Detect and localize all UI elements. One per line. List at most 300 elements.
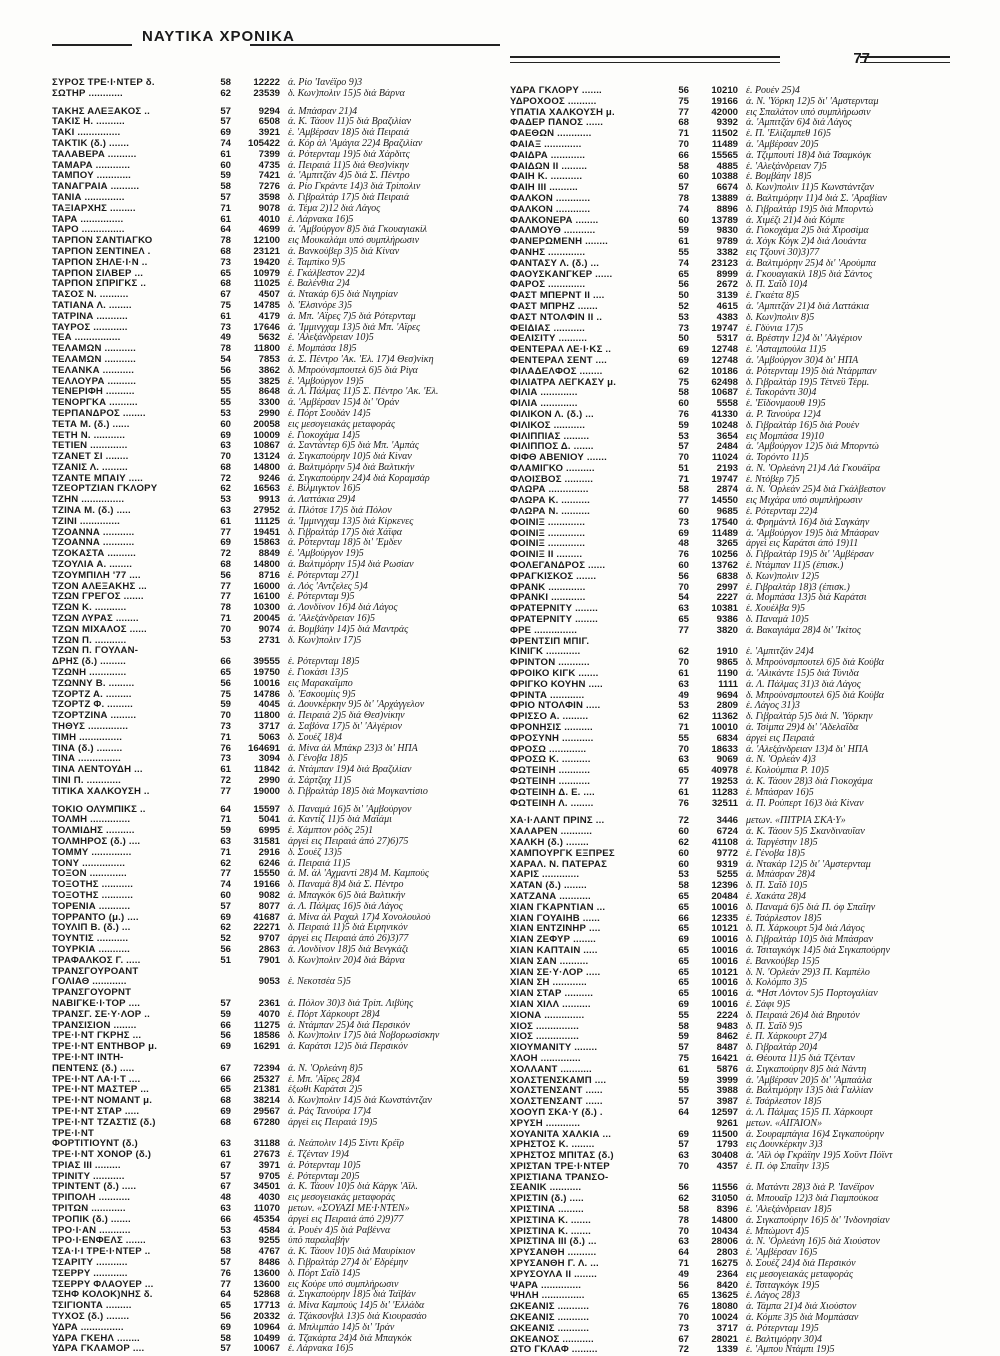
tonnage: 11502 — [711, 128, 738, 140]
position-note: ά. Κ. Τάουν 10)5 διά Μαυρίκιον — [288, 1247, 416, 1258]
ship-name: ΤΖΩΝ ΛΥΡΑΣ ........ — [52, 614, 139, 625]
position-note: δ. 'Ελσινόρε 3)5 — [288, 300, 352, 311]
position-note: ά. Γιοκοχάμα 2)5 διά Χιροσίμα — [746, 226, 869, 237]
build-year: 71 — [678, 722, 689, 734]
position-note: έ. Λάρνακα 16)5 — [288, 1344, 354, 1355]
build-year: 63 — [220, 505, 231, 517]
tonnage: 11842 — [253, 764, 280, 776]
build-year: 69 — [678, 934, 689, 946]
build-year: 78 — [678, 192, 689, 204]
build-year: 60 — [220, 418, 231, 430]
build-year: 70 — [678, 1225, 689, 1237]
position-note: δ. Πειραιά 11)5 διά Ειρηνικόν — [288, 923, 408, 934]
ship-name: ΤΗΘΥΣ .............. — [52, 722, 129, 733]
ship-name: ΤΟΥΛΙΠ Β. (δ.) ... — [52, 923, 131, 934]
position-note: εις μεσογειακάς μεταφοράς — [288, 419, 396, 430]
ship-name: ΤΑΡΠΟΝ ΣΑΝΤΙΑΓΚΟ — [52, 236, 153, 247]
ship-name: ΤΖΩΝ Π. ........... — [52, 635, 127, 646]
position-note: εις Μομπάσα 19)10 — [746, 431, 824, 442]
tonnage: 9772 — [716, 847, 738, 859]
tonnage: 11275 — [253, 1019, 280, 1031]
ship-name: ΧΡΙΣΤΙΝ (δ.) ..... — [510, 1194, 584, 1205]
tonnage: 14550 — [711, 495, 738, 507]
ship-name: ΤΣΙΓΙΟΝΤΑ ......... — [52, 1301, 132, 1312]
ship-name: ΓΟΛΙΑΘ ............ — [52, 977, 127, 988]
position-note: έ. Πόρτ Χάρκουρτ 28)4 — [288, 1009, 380, 1020]
ship-name: ΤΖΑΝΕΤ ΣΙ ........ — [52, 452, 129, 463]
ship-name: ΤΕΛΛΟΥΡΑ .......... — [52, 376, 137, 387]
ship-name: ΤΑΚΙΣ Η. .......... — [52, 117, 125, 128]
position-note: ά. Μπάσραν 21)4 — [288, 106, 358, 117]
build-year: 60 — [678, 858, 689, 870]
ship-name: ΦΑΝΕΡΩΜΕΝΗ ........ — [510, 237, 608, 248]
ship-name: ΚΙΝΙΓΚ ............ — [510, 647, 581, 658]
position-note: έ. Ταμπίκο 9)5 — [288, 257, 346, 268]
position-note: ά. Τσιταγκόγκ 14)5 διά Σιγκαπούρην — [746, 945, 890, 956]
ship-name: ΤΑΡΠΟΝ ΣΠΡΙΓΚΣ .. — [52, 279, 147, 290]
tonnage: 11362 — [711, 711, 738, 723]
ship-name: ΤΖΩΝ Π. ΓΟΥΛΑΝ- — [52, 646, 139, 657]
position-note: ά. Ρίο 'Ιανέϊρο 9)3 — [288, 78, 363, 88]
build-year: 71 — [220, 613, 231, 625]
tonnage: 9386 — [716, 614, 738, 626]
ship-name: ΤΕΛΑΜΩΝ ........... — [52, 344, 136, 355]
build-year: 77 — [220, 591, 231, 603]
position-note: ά. Τσίμπα 29)4 δι' 'Αδελαΐδα — [746, 723, 859, 734]
tonnage: 10016 — [253, 677, 280, 689]
position-note: έ. Βαλτιμόρην 30)4 — [746, 1334, 823, 1345]
ship-name: ΧΡΙΣΤΙΝΑ ......... — [510, 1205, 584, 1216]
build-year: 61 — [678, 668, 689, 680]
build-year: 53 — [678, 311, 689, 323]
tonnage: 13600 — [253, 1267, 280, 1279]
build-year: 71 — [678, 1258, 689, 1270]
tonnage: 4357 — [716, 1160, 738, 1172]
ship-name: ΦΡΕΝΤΣΙΠ ΜΠΙΓ. — [510, 636, 590, 647]
position-note: εις Σπαλάτον υπό συμπλήρωσιν — [746, 107, 871, 118]
position-note: δ. Γιβραλτάρ 19)5 διά Μπορντώ — [746, 204, 874, 215]
position-note: δ. Κων)πολιν 12)5 — [746, 571, 820, 582]
tonnage: 9053 — [258, 976, 280, 988]
position-note: δ. Σουέζ 18)4 — [288, 732, 342, 743]
position-note: ά. Πλότσε 17)5 διά Πόλον — [288, 506, 392, 517]
ship-name: ΧΟΛΛΑΝΤ ........... — [510, 1064, 592, 1075]
build-year: 62 — [220, 857, 231, 869]
ship-name: ΦΛΩΡΑ Ν. .......... — [510, 507, 590, 518]
position-note: ά. Ντάμπαν 19)4 διά Βραζιλίαν — [288, 765, 412, 776]
ship-name: ΣΥΡΟΣ ΤΡΕ·Ι·ΝΤΕΡ δ. — [52, 78, 155, 88]
tonnage: 3987 — [716, 1096, 738, 1108]
tonnage: 15565 — [711, 149, 738, 161]
position-note: έ. Νεκοτσέα 5)5 — [288, 977, 351, 988]
position-note: ά. 'Ιμμινγχαμ 13)5 διά Μπ. 'Αϊρες — [288, 322, 421, 333]
tonnage: 17646 — [253, 321, 280, 333]
build-year: 71 — [220, 731, 231, 743]
position-note: ά. Σ. Πέντρο 'Ακ. 'Ελ. 17)4 Θεσ)νίκη — [288, 354, 434, 365]
build-year: 58 — [678, 1020, 689, 1032]
position-note: έ. Μπ. 'Αϊρες 28)4 — [288, 1074, 360, 1085]
build-year: 63 — [220, 1235, 231, 1247]
ship-name: ΤΖΟΥΛΙΑ Α. ........ — [52, 560, 133, 571]
tonnage: 19253 — [711, 776, 738, 787]
build-year: 57 — [678, 1139, 689, 1151]
ship-entry — [510, 367, 950, 378]
ship-name: ΤΖΩΝΝΥ Β. ......... — [52, 678, 135, 689]
ship-entry — [510, 1324, 950, 1335]
position-note: δ. Κων)πολιν 15)5 διά Βάρνα — [288, 88, 405, 99]
ship-name: ΦΛΩΡΑ Κ. .......... — [510, 496, 590, 507]
tonnage: 3921 — [258, 127, 280, 139]
position-note: έ. Γδύνια 17)5 — [746, 323, 804, 334]
position-note: δ. Π. Σαΐδ 10)5 — [746, 881, 808, 892]
tonnage: 30408 — [711, 1150, 738, 1162]
build-year: 63 — [678, 1150, 689, 1162]
tonnage: 3654 — [716, 430, 738, 442]
ship-name: ΩΚΕΑΝΙΣ ........... — [510, 1323, 590, 1334]
position-note: δ. Μπρούνσμπουτελ 6)5 διά Κούβα — [746, 690, 884, 701]
tonnage: 8999 — [716, 268, 738, 280]
ship-name: ΤΕΑ ................ — [52, 333, 121, 344]
ship-name: ΤΖΟΚΑΣΤΑ .......... — [52, 549, 136, 560]
build-year: 71 — [678, 128, 689, 140]
position-note: ά. Ν. 'Ορλεάνη 8)5 — [288, 1063, 363, 1074]
ship-name: ΧΙΑΝ ΕΝΤΖΙΝΗΡ .... — [510, 924, 601, 935]
ship-name: ΤΕΤΙΕΝ ............. — [52, 441, 128, 452]
ship-entry — [510, 205, 950, 216]
ship-name: ΧΡΙΣΤΙΑΝΑ ΤΡΑΝΣΟ- — [510, 1172, 609, 1183]
ship-name: ΨΗΛΗ ............... — [510, 1291, 585, 1302]
ship-name: ΤΑΜΑΡΑ ............ — [52, 160, 131, 171]
ship-entry — [52, 1118, 492, 1129]
tonnage: 3862 — [258, 364, 280, 376]
ship-entry — [510, 1011, 950, 1022]
tonnage: 2364 — [716, 1268, 738, 1280]
ship-name: ΤΑΜΠΟΥ ............ — [52, 171, 132, 182]
ship-name: ΤΙΝΑ ΛΕΝΤΟΥΔΗ ... — [52, 765, 143, 776]
tonnage: 9705 — [258, 1170, 280, 1182]
position-note: δ. Π. Σαΐδ 10)4 — [746, 280, 808, 291]
tonnage: 3717 — [716, 1322, 738, 1334]
position-note: ά. Νεάπολιν 14)5 Σίντι Κρέϊρ — [288, 1139, 405, 1150]
position-note: εις Δουνκέρκην 3)3 — [746, 1140, 823, 1151]
build-year: 56 — [678, 570, 689, 582]
tonnage: 11489 — [711, 138, 738, 150]
build-year: 60 — [220, 889, 231, 901]
tonnage: 10964 — [253, 1321, 280, 1333]
ship-name: ΤΡΙΝΤΕΝΤ (δ.) ..... — [52, 1182, 137, 1193]
tonnage: 3971 — [258, 1159, 280, 1171]
tonnage: 164691 — [247, 742, 280, 754]
position-note: άργεί εις Πειραιά άπό 26)3)77 — [288, 934, 409, 945]
position-note: ά. Σιγκαπούρην 10)5 διά Κίναν — [288, 452, 412, 463]
position-note: δ. Γιβραλτάρ 18)5 διά Μογκαντίσιο — [288, 786, 428, 797]
position-note: ά. Λαττάκια 29)4 — [288, 495, 356, 506]
position-note: άργεί εις Καράτσι άπό 19)11 — [746, 539, 859, 550]
ship-name: ΩΚΕΑΝΙΣ ........... — [510, 1313, 590, 1324]
tonnage: 34501 — [253, 1181, 280, 1193]
tonnage: 10121 — [711, 923, 738, 935]
tonnage: 14786 — [253, 688, 280, 700]
tonnage: 16563 — [253, 483, 280, 495]
build-year: 53 — [220, 1224, 231, 1236]
build-year: 65 — [678, 614, 689, 626]
tonnage: 6508 — [258, 116, 280, 128]
tonnage: 6834 — [716, 732, 738, 744]
build-year: 69 — [220, 1105, 231, 1117]
build-year: 78 — [678, 1214, 689, 1226]
ship-entry — [510, 313, 950, 324]
position-note: ά. Σιγκαπούρην 24)4 διά Κοραμσάρ — [288, 473, 430, 484]
tonnage: 8716 — [258, 569, 280, 581]
ship-entry — [510, 421, 950, 432]
tonnage: 4070 — [258, 1008, 280, 1020]
tonnage: 9069 — [716, 754, 738, 766]
ship-name: ΤΖΩΝ Κ. ........... — [52, 603, 127, 614]
build-year: 55 — [220, 397, 231, 409]
ship-name: ΦΡΙΓΚΟ ΚΟΥΗΝ ..... — [510, 679, 603, 690]
position-note: ά. 'Αλεξάνδρειαν 16)5 — [288, 614, 376, 625]
position-note: δ. Γιβραλτάρ 19)5 δι' 'Αμβέρσαν — [746, 550, 874, 561]
position-note: ά. Πειραιά 11)5 — [288, 858, 351, 869]
position-note: ά. Σαβόνα 17)5 δι' 'Αλγέριον — [288, 722, 402, 733]
position-note: ά. Βαλτιμόρην 11)4 διά Σ. 'Αραβίαν — [746, 193, 887, 204]
tonnage: 20058 — [253, 418, 280, 430]
position-note: έ. Τσιταγκόγκ 19)5 — [746, 1280, 820, 1291]
ship-name: ΦΡΑΓΚΙΣΚΟΣ ....... — [510, 571, 597, 582]
build-year: 55 — [220, 375, 231, 387]
tonnage: 10687 — [711, 387, 738, 399]
build-year: 77 — [678, 776, 689, 787]
tonnage: 16421 — [711, 1052, 738, 1064]
ship-name: ΧΡΙΣΤΑΝ ΤΡΕ·Ι·ΝΤΕΡ — [510, 1161, 610, 1172]
ship-name: ΤΟΥΡΚΙΑ ........... — [52, 944, 130, 955]
ship-name: ΦΟΡΤΙΤΙΟΥΝΤ (δ.) — [52, 1139, 138, 1150]
ship-name: ΤΡΟ·Ι·ΑΝ ........... — [52, 1225, 131, 1236]
tonnage: 13762 — [711, 560, 738, 572]
tonnage: 11283 — [711, 786, 738, 798]
build-year: 58 — [220, 77, 231, 88]
tonnage: 8396 — [716, 1204, 738, 1216]
tonnage: 2672 — [716, 279, 738, 291]
ship-entry — [510, 1313, 950, 1324]
ship-name: ΤΣΑ·Ι·Ι ΤΡΕ·Ι·ΝΤΕΡ .. — [52, 1247, 151, 1258]
build-year: 69 — [220, 537, 231, 549]
build-year: 51 — [220, 954, 231, 966]
position-note: ά. Ρότερνταμ 18)5 δι' 'Εμδεν — [288, 538, 402, 549]
build-year: 62 — [678, 836, 689, 848]
ship-name: ΦΕΛΙΣΙΤΥ .......... — [510, 334, 588, 345]
position-note: ά. 'Αμπιτζάν 4)5 διά Σ. Πέντρο — [288, 171, 410, 182]
position-note: ά. Λ. Πάλμας 16)5 διά Λάγος — [288, 901, 403, 912]
ship-name: ΦΛΑΜΙΓΚΟ .......... — [510, 463, 595, 474]
position-note: ά. 'Αμβούργον 30)4 δι' ΗΠΑ — [746, 355, 859, 366]
tonnage: 15597 — [253, 803, 280, 815]
ship-name: ΤΡΕ·Ι·ΝΤ ΣΤΑΡ ..... — [52, 1106, 140, 1117]
build-year: 66 — [220, 1019, 231, 1031]
tonnage: 5041 — [258, 814, 280, 826]
ship-name: ΦΙΛΙΑΤΡΑ ΛΕΓΚΑΣΥ μ. — [510, 377, 617, 388]
ship-name: ΤΕΛΑΜΩΝ ........... — [52, 354, 136, 365]
build-year: 56 — [220, 677, 231, 689]
build-year: 54 — [220, 353, 231, 365]
build-year: 50 — [678, 290, 689, 302]
ship-name: ΧΙΑΝ ΚΑΠΤΑΙΝ ..... — [510, 945, 598, 956]
build-year: 70 — [678, 452, 689, 464]
ship-name: ΦΩΤΕΙΝΗ ........... — [510, 777, 591, 787]
tonnage: 2990 — [258, 407, 280, 419]
ship-entry — [52, 1323, 492, 1334]
ship-name: ΧΡΥΣΑΝΘΗ .......... — [510, 1248, 597, 1259]
position-note: δ. Παναμά 8)4 διά Σ. Πέντρο — [288, 880, 404, 891]
build-year: 49 — [678, 1268, 689, 1280]
position-note: ά. Πόλον 30)3 διά Τρίπ. Λιβύης — [288, 998, 414, 1009]
position-note: εις Κούρε υπό συμπλήρωσιν — [288, 1279, 399, 1290]
build-year: 69 — [220, 429, 231, 441]
build-year: 56 — [678, 279, 689, 291]
position-note: ά. Λ. Πάλμας 31)3 διά Λάγος — [746, 679, 861, 690]
tonnage: 38214 — [253, 1095, 280, 1107]
position-note: ά. Βαλτιμόρην 15)4 διά Ρωσίαν — [288, 560, 414, 571]
tonnage: 11800 — [253, 343, 280, 355]
position-note: ά. Ντακάρ 6)5 διά Νιγηρίαν — [288, 290, 398, 301]
ship-name: ΤΟΥΝΤΙΣ ........... — [52, 934, 129, 945]
tonnage: 10388 — [711, 171, 738, 183]
tonnage: 10016 — [711, 934, 738, 946]
position-note: έ. Π. Χάρκουρτ 27)4 — [746, 1032, 827, 1043]
ship-name: ΤΑΡΑ ............... — [52, 214, 124, 225]
build-year: 68 — [220, 278, 231, 290]
tonnage: 3265 — [716, 538, 738, 550]
tonnage: 23123 — [711, 257, 738, 269]
ship-name: ΤΕΤΗ Ν. ........... — [52, 430, 126, 441]
build-year: 57 — [678, 441, 689, 453]
ship-name: ΤΑΣΟΣ Ν. .......... — [52, 290, 129, 301]
build-year: 65 — [220, 667, 231, 679]
tonnage: 4010 — [258, 213, 280, 225]
ship-name: ΦΡΟΝΗΣΙΣ .......... — [510, 723, 593, 734]
tonnage: 6838 — [716, 570, 738, 582]
tonnage: 5558 — [716, 398, 738, 410]
ship-entry — [510, 259, 950, 270]
tonnage: 12222 — [253, 77, 280, 88]
ship-name: ΤΙΝΑ (δ.) ......... — [52, 743, 123, 754]
build-year: 48 — [678, 538, 689, 550]
position-note: ά. Βαλτιμόρην 13)5 διά Γαλλίαν — [746, 1086, 874, 1097]
build-year: 63 — [678, 1236, 689, 1248]
ship-name: ΤΙΝΑ ............... — [52, 754, 122, 765]
tonnage: 3825 — [258, 375, 280, 387]
tonnage: 9694 — [716, 689, 738, 701]
build-year: 60 — [678, 560, 689, 572]
ship-entry — [52, 89, 492, 100]
tonnage: 10867 — [253, 440, 280, 452]
build-year: 69 — [220, 911, 231, 923]
build-year: 73 — [678, 1322, 689, 1334]
position-note: ά. Ν. 'Ορλεάνη 16)5 διά Χιούστον — [746, 1237, 880, 1248]
tonnage: 10210 — [711, 85, 738, 96]
tonnage: 8487 — [716, 1042, 738, 1054]
position-note: έ. Πόρτ Σουδάν 14)5 — [288, 408, 371, 419]
tonnage: 2916 — [258, 846, 280, 858]
ship-name: ΤΡΑΦΑΛΚΟΣ Γ. ..... — [52, 955, 141, 966]
ship-name: ΩΚΕΑΝΟΣ ........... — [510, 1334, 594, 1345]
ship-name: ΤΙΜΗ ............... — [52, 732, 123, 743]
ship-name: ΤΡΑΝΣΙΣΙΟΝ ........ — [52, 1020, 137, 1031]
tonnage: 8462 — [716, 1031, 738, 1043]
build-year: 66 — [220, 1213, 231, 1225]
build-year: 57 — [220, 900, 231, 912]
ship-name: ΦΡΙΟ ΝΤΟΛΦΙΝ ..... — [510, 701, 601, 712]
ship-entry — [510, 626, 950, 637]
tonnage: 12748 — [711, 344, 738, 356]
tonnage: 22271 — [253, 922, 280, 934]
position-note: δ. Γιβραλτάρ 17)5 διά Χάϊφα — [288, 527, 402, 538]
tonnage: 13625 — [711, 1290, 738, 1302]
tonnage: 13124 — [253, 451, 280, 463]
build-year: 69 — [220, 127, 231, 139]
build-year: 56 — [220, 569, 231, 581]
ship-list-left-column — [52, 78, 492, 1355]
tonnage: 18080 — [711, 1301, 738, 1313]
tonnage: 9865 — [716, 657, 738, 669]
build-year: 57 — [220, 116, 231, 128]
position-note: ά. Φρημάντλ 16)4 διά Σαγκάην — [746, 517, 870, 528]
ship-name: ΦΑΣΤ ΜΠΡΗΖ ....... — [510, 301, 598, 312]
tonnage: 11500 — [711, 1128, 738, 1140]
ship-name: ΧΙΟΣ ............... — [510, 1021, 579, 1032]
tonnage: 32511 — [711, 797, 738, 809]
tonnage: 5876 — [716, 1063, 738, 1075]
ship-name: ΥΠΑΤΙΑ ΧΑΛΚΟΥΣΗ μ. — [510, 107, 615, 118]
ship-name: ΦΑΣΤ ΜΠΕΡΝΤ ΙΙ .... — [510, 291, 605, 302]
tonnage: 3988 — [716, 1085, 738, 1097]
ship-name: ΦΙΛΑΔΕΛΦΟΣ ........ — [510, 366, 603, 377]
position-note: έ. Βομβάην 18)5 — [746, 172, 812, 183]
ship-name: ΧΡΗΣΤΟΣ ΜΠΙΤΑΣ (δ.) — [510, 1151, 614, 1162]
position-note: δ. Κων)πολιν 20)4 διά Βάρνα — [288, 955, 405, 966]
ship-name: ΤΖΟΥΜΠΙΛΗ '77 .... — [52, 570, 141, 581]
build-year: 71 — [220, 202, 231, 214]
ship-entry — [510, 1119, 950, 1130]
tonnage: 14800 — [253, 559, 280, 571]
tonnage: 62498 — [711, 376, 738, 388]
build-year: 55 — [678, 246, 689, 258]
build-year: 58 — [678, 387, 689, 399]
ship-name: ΤΖΟΡΤΖ Φ. ......... — [52, 700, 133, 711]
tonnage: 5632 — [258, 332, 280, 344]
ship-name: ΤΖΟΑΝΝΑ ........... — [52, 538, 135, 549]
ship-name: ΤΣΑΡΙΤΥ ........... — [52, 1258, 128, 1269]
build-year: 66 — [678, 912, 689, 924]
tonnage: 13789 — [711, 214, 738, 226]
position-note: μετων. «ΠΙΤΡΙΑ ΣΚΑ·Υ» — [746, 816, 846, 827]
position-note: έ. Χάμπτον ρόδς 25)1 — [288, 826, 374, 837]
tonnage: 8648 — [258, 386, 280, 398]
ship-name: ΦΙΛΙΠΠΙΑΣ ......... — [510, 431, 590, 442]
position-note: δ. Κων)πολιν 11)5 Κωνστάντζαν — [746, 183, 874, 194]
tonnage: 9685 — [716, 506, 738, 518]
ship-name: ΦΡΑΝΚ ............. — [510, 582, 586, 593]
build-year: 76 — [220, 1267, 231, 1279]
build-year: 58 — [220, 1332, 231, 1344]
ship-name: ΧΡΙΣΤΙΝΑ ΙΙΙ (δ.) ... — [510, 1237, 597, 1248]
position-note: δ. Πειραιά 26)4 διά Βηρυτόν — [746, 1010, 860, 1021]
ship-name: ΦΡΟΣΥΝΗ ........... — [510, 733, 594, 744]
position-note: ά. 'Αμβούργον 8)5 διά Γκουαγιακίλ — [288, 225, 427, 236]
position-note: ά. Ν. 'Υόρκη 12)5 δι' 'Αμστερνταμ — [746, 96, 879, 107]
tonnage: 9255 — [258, 1235, 280, 1247]
tonnage: 5063 — [258, 731, 280, 743]
